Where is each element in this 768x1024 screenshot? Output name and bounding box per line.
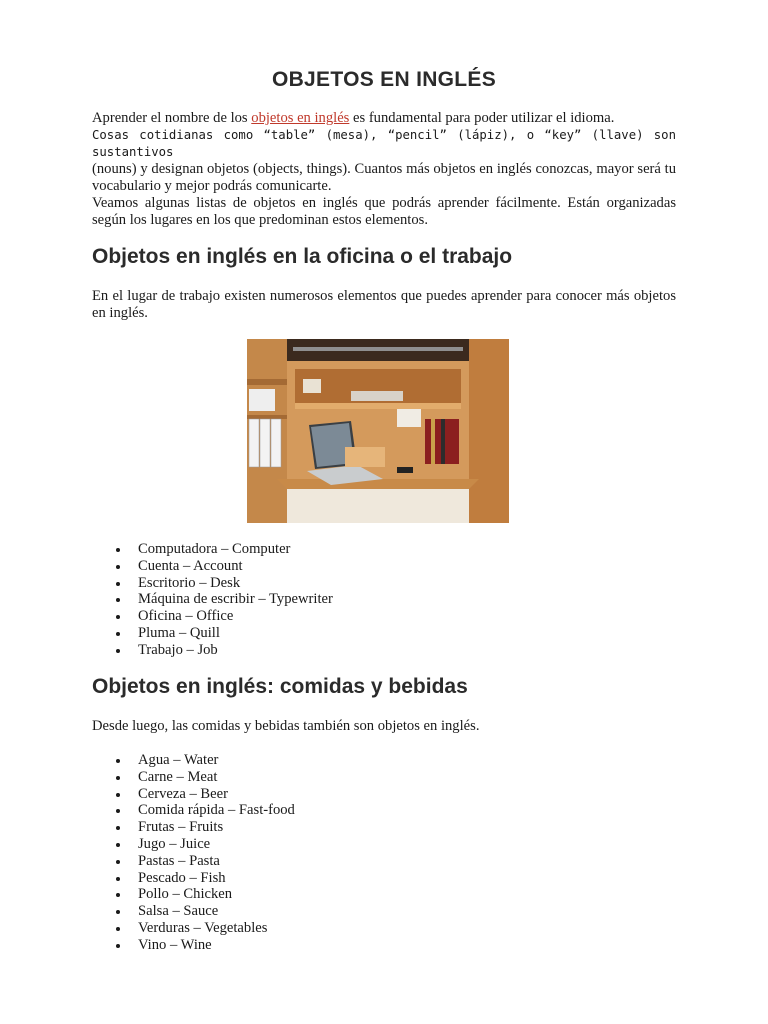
list-item: Agua – Water: [92, 752, 295, 769]
list-item: Carne – Meat: [92, 769, 295, 786]
list-item: Oficina – Office: [92, 608, 333, 625]
list-item: Comida rápida – Fast-food: [92, 802, 295, 819]
list-item: Verduras – Vegetables: [92, 920, 295, 937]
office-paragraph: En el lugar de trabajo existen numerosos elementos que puedes aprender para conocer más objetos en inglés.: [92, 288, 676, 321]
list-item: Vino – Wine: [92, 937, 295, 954]
list-item: Jugo – Juice: [92, 836, 295, 853]
intro-text-end: es fundamental para poder utilizar el idioma.: [349, 110, 615, 126]
food-heading: Objetos en inglés: comidas y bebidas: [92, 675, 468, 698]
list-item: Trabajo – Job: [92, 642, 333, 659]
list-item: Computadora – Computer: [92, 541, 333, 558]
list-item: Frutas – Fruits: [92, 819, 295, 836]
list-item: Pastas – Pasta: [92, 853, 295, 870]
list-item: Pollo – Chicken: [92, 886, 295, 903]
office-heading: Objetos en inglés en la oficina o el trabajo: [92, 245, 513, 268]
intro-line-2: Cosas cotidianas como “table” (mesa), “pencil” (lápiz), o “key” (llave) son sustantivos: [92, 128, 676, 159]
office-list: [92, 541, 333, 659]
intro-text-start: Aprender el nombre de los: [92, 110, 252, 126]
list-item: Máquina de escribir – Typewriter: [92, 591, 333, 608]
office-desk-image: [247, 339, 509, 523]
food-list: [92, 752, 295, 954]
intro-line-rest: (nouns) y designan objetos (objects, things). Cuantos más objetos en inglés conozcas, mayor será tu vocabulario y mejor podrás comunicarte.: [92, 161, 676, 194]
food-paragraph: Desde luego, las comidas y bebidas también son objetos en inglés.: [92, 718, 480, 734]
list-item: Pluma – Quill: [92, 625, 333, 642]
list-item: Pescado – Fish: [92, 870, 295, 887]
list-item: Cerveza – Beer: [92, 786, 295, 803]
list-item: Escritorio – Desk: [92, 575, 333, 592]
list-item: Salsa – Sauce: [92, 903, 295, 920]
list-item: Cuenta – Account: [92, 558, 333, 575]
lists-intro-paragraph: Veamos algunas listas de objetos en inglés que podrás aprender fácilmente. Están organizadas según los lugares en los que predominan estos elementos.: [92, 195, 676, 228]
objetos-link[interactable]: objetos en inglés: [251, 110, 350, 126]
page-title: OBJETOS EN INGLÉS: [271, 68, 497, 91]
intro-paragraph: [92, 110, 676, 195]
